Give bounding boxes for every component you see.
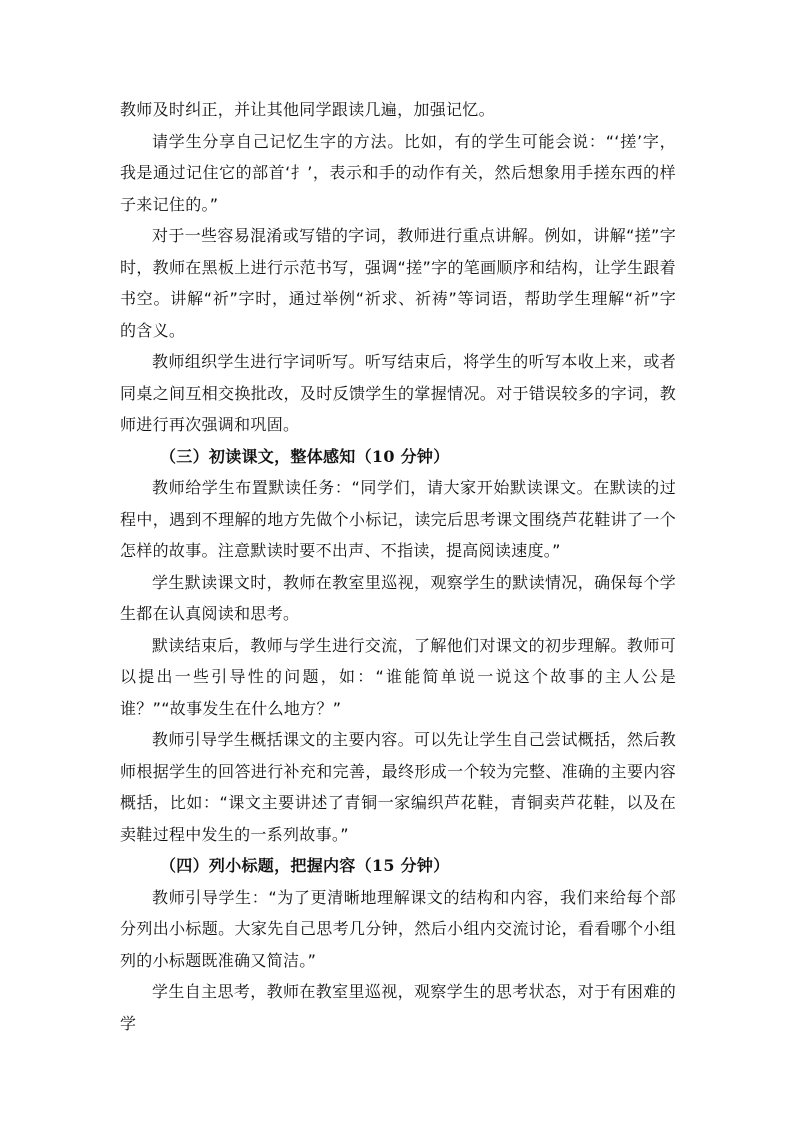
section-heading-3: （三）初读课文，整体感知（10 分钟） — [160, 446, 450, 466]
paragraph: 教师引导学生概括课文的主要内容。可以先让学生自己尝试概括，然后教师根据学生的回答进行补充和完善，最终形成一个较为完整、准确的主要内容概括，比如：“课文主要讲述了青铜一家编织芦花鞋，青铜卖芦花鞋，以及在卖鞋过程中发生的一系列故事。” — [120, 730, 676, 844]
paragraph-truncated: 学生自主思考，教师在教室里巡视，观察学生的思考状态，对于有困难的学 — [120, 982, 676, 1033]
paragraph: 教师组织学生进行字词听写。听写结束后，将学生的听写本收上来，或者同桌之间互相交换批改，及时反馈学生的掌握情况。对于错误较多的字词，教师进行再次强调和巩固。 — [120, 352, 676, 434]
document-body — [120, 94, 676, 1039]
paragraph: 教师给学生布置默读任务：“同学们，请大家开始默读课文。在默读的过程中，遇到不理解的地方先做个小标记，读完后思考课文围绕芦花鞋讲了一个怎样的故事。注意默读时要不出声、不指读，提高阅读速度。” — [120, 478, 676, 560]
paragraph: 教师引导学生：“为了更清晰地理解课文的结构和内容，我们来给每个部分列出小标题。大家先自己思考几分钟，然后小组内交流讨论，看看哪个小组列的小标题既准确又简洁。” — [120, 887, 676, 970]
paragraph: 默读结束后，教师与学生进行交流，了解他们对课文的初步理解。教师可以提出一些引导性的问题，如：“谁能简单说一说这个故事的主人公是谁？”“故事发生在什么地方？” — [120, 635, 676, 718]
paragraph: 对于一些容易混淆或写错的字词，教师进行重点讲解。例如，讲解“搓”字时，教师在黑板上进行示范书写，强调“搓”字的笔画顺序和结构，让学生跟着书空。讲解“祈”字时，通过举例“祈求、祈祷”等词语，帮助学生理解“祈”字的含义。 — [120, 226, 676, 340]
section-heading-4: （四）列小标题，把握内容（15 分钟） — [160, 856, 450, 875]
paragraph-continuation: 教师及时纠正，并让其他同学跟读几遍，加强记忆。 — [120, 100, 495, 119]
paragraph: 学生默读课文时，教师在教室里巡视，观察学生的默读情况，确保每个学生都在认真阅读和思考。 — [120, 572, 676, 623]
paragraph: 请学生分享自己记忆生字的方法。比如，有的学生可能会说：“‘搓’字，我是通过记住它的部首‘扌’，表示和手的动作有关，然后想象用手搓东西的样子来记住的。” — [120, 131, 676, 214]
